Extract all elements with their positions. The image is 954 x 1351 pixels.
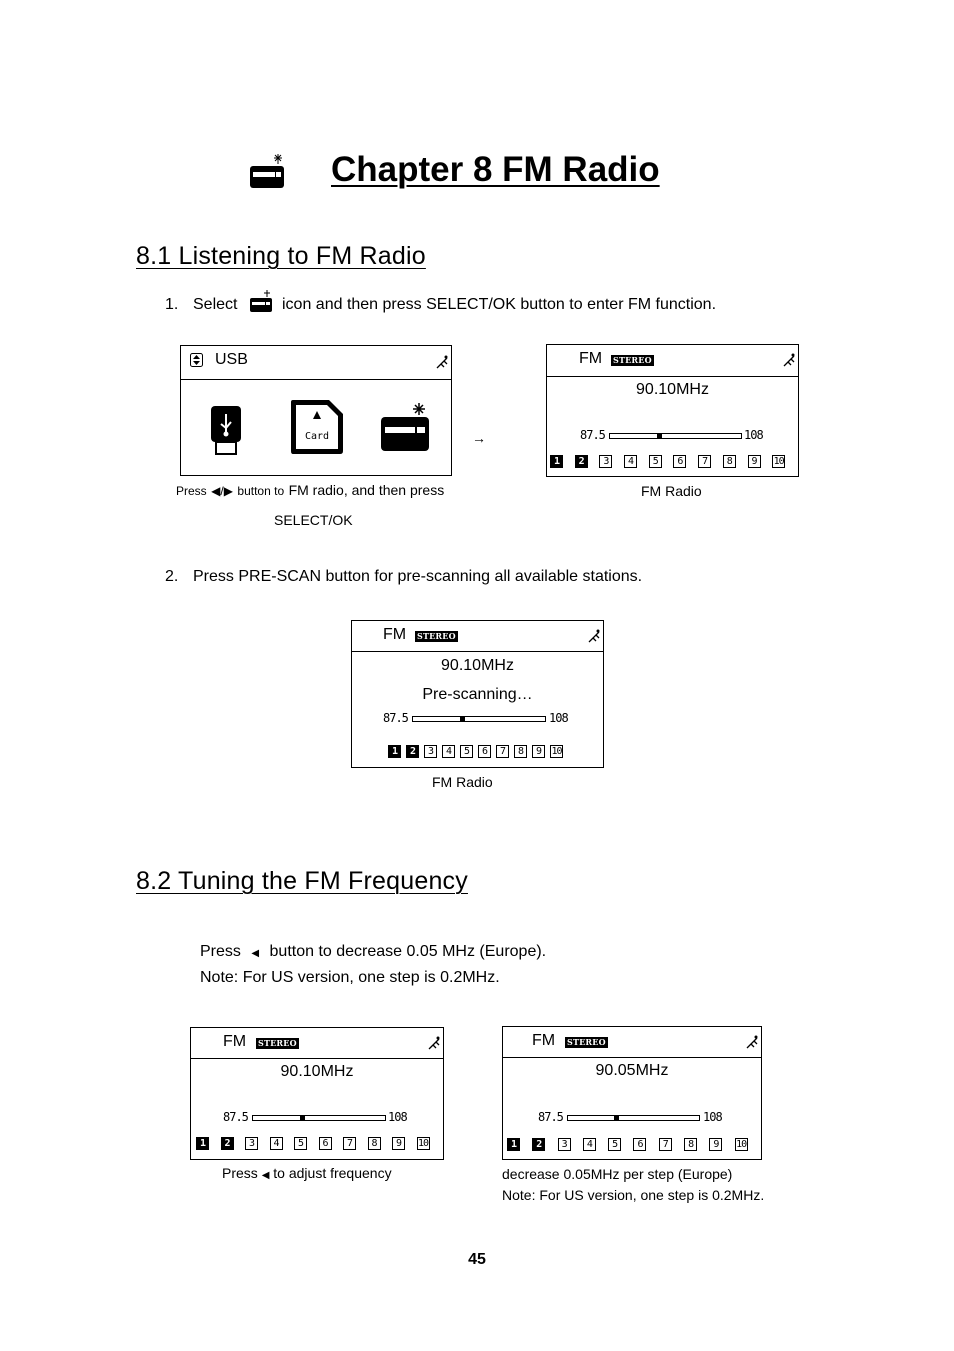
preset-10: 10	[736, 1139, 747, 1150]
preset-9: 9	[532, 745, 545, 758]
fm-screen-4-caption-line2: Note: For US version, one step is 0.2MHz.	[502, 1187, 765, 1203]
antenna-icon	[587, 629, 601, 643]
preset-list	[550, 455, 785, 468]
stereo-badge: STEREO	[567, 1037, 606, 1047]
preset-9: 9	[392, 1137, 405, 1150]
antenna-icon	[745, 1035, 759, 1049]
fm-screen-1-caption: FM Radio	[641, 483, 702, 499]
scale-max-label: 108	[744, 428, 763, 442]
preset-5: 5	[649, 455, 662, 468]
scan-status: Pre-scanning…	[422, 686, 533, 703]
frequency-scale-bar	[609, 433, 742, 439]
preset-9: 9	[709, 1138, 722, 1151]
caption-rest: FM radio, and then press	[288, 482, 445, 498]
right-arrow-icon: ▶	[223, 484, 233, 498]
frequency-scale-bar	[252, 1115, 386, 1121]
frequency-readout: 90.10MHz	[441, 657, 514, 674]
section-heading-tuning: 8.2 Tuning the FM Frequency	[136, 867, 468, 895]
fm-label: FM	[383, 626, 407, 643]
preset-6: 6	[478, 745, 491, 758]
preset-8: 8	[723, 455, 736, 468]
preset-2: 2	[532, 1138, 545, 1151]
page-number: 45	[468, 1251, 486, 1268]
preset-9: 9	[748, 455, 761, 468]
preset-7: 7	[343, 1137, 356, 1150]
preset-1: 1	[507, 1138, 520, 1151]
antenna-icon	[435, 355, 449, 369]
preset-3: 3	[558, 1138, 571, 1151]
menu-screen-title: USB	[215, 351, 248, 368]
transition-arrow: →	[472, 430, 486, 446]
stereo-badge: STEREO	[613, 355, 652, 365]
fm-screen-3	[190, 1027, 444, 1160]
left-arrow-icon: ◀	[261, 1170, 270, 1181]
step-2-number: 2.	[165, 568, 179, 585]
preset-1: 1	[196, 1137, 209, 1150]
step-1-text-start: Select	[193, 296, 238, 313]
scale-min-label: 87.5	[383, 711, 408, 725]
preset-list	[196, 1137, 430, 1150]
caption-press: Press	[222, 1165, 258, 1181]
preset-8: 8	[514, 745, 527, 758]
caption-button-to: button to	[237, 484, 285, 498]
fm-screen-4	[502, 1026, 762, 1160]
frequency-marker	[614, 1115, 619, 1121]
fm-screen-1	[546, 344, 799, 477]
frequency-marker	[300, 1115, 305, 1121]
radio-icon	[249, 289, 274, 313]
stereo-badge: STEREO	[258, 1038, 297, 1048]
storage-icon	[190, 353, 203, 367]
left-arrow-icon: ◀	[211, 484, 221, 498]
menu-screen	[180, 345, 452, 476]
preset-4: 4	[624, 455, 637, 468]
frequency-scale-bar	[412, 716, 546, 722]
section-heading-listening: 8.1 Listening to FM Radio	[136, 242, 426, 270]
preset-3: 3	[599, 455, 612, 468]
frequency-scale-bar	[567, 1115, 700, 1121]
frequency-marker	[460, 716, 465, 722]
preset-10: 10	[773, 456, 784, 467]
frequency-readout: 90.05MHz	[595, 1062, 669, 1079]
fm-label: FM	[223, 1033, 247, 1050]
fm-label: FM	[532, 1032, 556, 1049]
tuning-press: Press	[200, 943, 241, 960]
preset-6: 6	[319, 1137, 332, 1150]
scale-min-label: 87.5	[580, 428, 605, 442]
menu-screen-caption-line2: SELECT/OK	[274, 512, 353, 528]
preset-list	[507, 1138, 748, 1151]
preset-2: 2	[575, 455, 588, 468]
preset-7: 7	[496, 745, 509, 758]
preset-8: 8	[684, 1138, 697, 1151]
preset-1: 1	[388, 745, 401, 758]
frequency-marker	[657, 433, 662, 439]
preset-4: 4	[270, 1137, 283, 1150]
stereo-badge: STEREO	[417, 631, 456, 641]
tuning-line-2: Note: For US version, one step is 0.2MHz.	[200, 969, 500, 986]
preset-4: 4	[583, 1138, 596, 1151]
menu-screen-header	[181, 346, 451, 380]
radio-icon	[248, 152, 288, 190]
preset-3: 3	[424, 745, 437, 758]
menu-screen-caption	[176, 482, 444, 500]
preset-5: 5	[608, 1138, 621, 1151]
preset-7: 7	[659, 1138, 672, 1151]
scale-max-label: 108	[388, 1110, 407, 1124]
preset-4: 4	[442, 745, 455, 758]
preset-5: 5	[294, 1137, 307, 1150]
fm-label: FM	[579, 350, 603, 367]
preset-3: 3	[245, 1137, 258, 1150]
scale-min-label: 87.5	[538, 1110, 563, 1124]
step-1-number: 1.	[165, 296, 179, 313]
preset-1: 1	[550, 455, 563, 468]
scale-max-label: 108	[549, 711, 568, 725]
fm-screen-2	[351, 620, 604, 768]
antenna-icon	[782, 353, 796, 367]
caption-adjust: to adjust frequency	[273, 1165, 392, 1181]
preset-10: 10	[551, 746, 562, 757]
card-icon	[289, 399, 345, 455]
scale-max-label: 108	[703, 1110, 722, 1124]
preset-6: 6	[633, 1138, 646, 1151]
preset-2: 2	[221, 1137, 234, 1150]
radio-icon	[379, 401, 433, 453]
tuning-line-1	[200, 943, 546, 961]
step-1-text-end: icon and then press SELECT/OK button to enter FM function.	[282, 296, 717, 313]
frequency-readout: 90.10MHz	[280, 1063, 354, 1080]
preset-7: 7	[698, 455, 711, 468]
fm-screen-2-caption: FM Radio	[432, 774, 493, 790]
usb-drive-icon	[209, 404, 243, 456]
caption-press: Press	[176, 484, 207, 498]
card-label: Card	[304, 431, 330, 442]
preset-6: 6	[673, 455, 686, 468]
preset-2: 2	[406, 745, 419, 758]
frequency-readout: 90.10MHz	[636, 381, 709, 398]
caption-slash: /	[220, 484, 224, 498]
preset-8: 8	[368, 1137, 381, 1150]
fm-screen-3-caption	[222, 1165, 392, 1181]
step-2-text: Press PRE-SCAN button for pre-scanning all available stations.	[193, 568, 643, 585]
chapter-title: Chapter 8 FM Radio	[331, 150, 660, 189]
antenna-icon	[427, 1036, 441, 1050]
tuning-line-1-rest: button to decrease 0.05 MHz (Europe).	[269, 943, 547, 960]
fm-screen-4-caption-line1: decrease 0.05MHz per step (Europe)	[502, 1166, 733, 1182]
scale-min-label: 87.5	[223, 1110, 248, 1124]
preset-list	[388, 745, 563, 758]
left-arrow-icon: ◀	[251, 948, 260, 959]
preset-10: 10	[417, 1138, 429, 1149]
preset-5: 5	[460, 745, 473, 758]
